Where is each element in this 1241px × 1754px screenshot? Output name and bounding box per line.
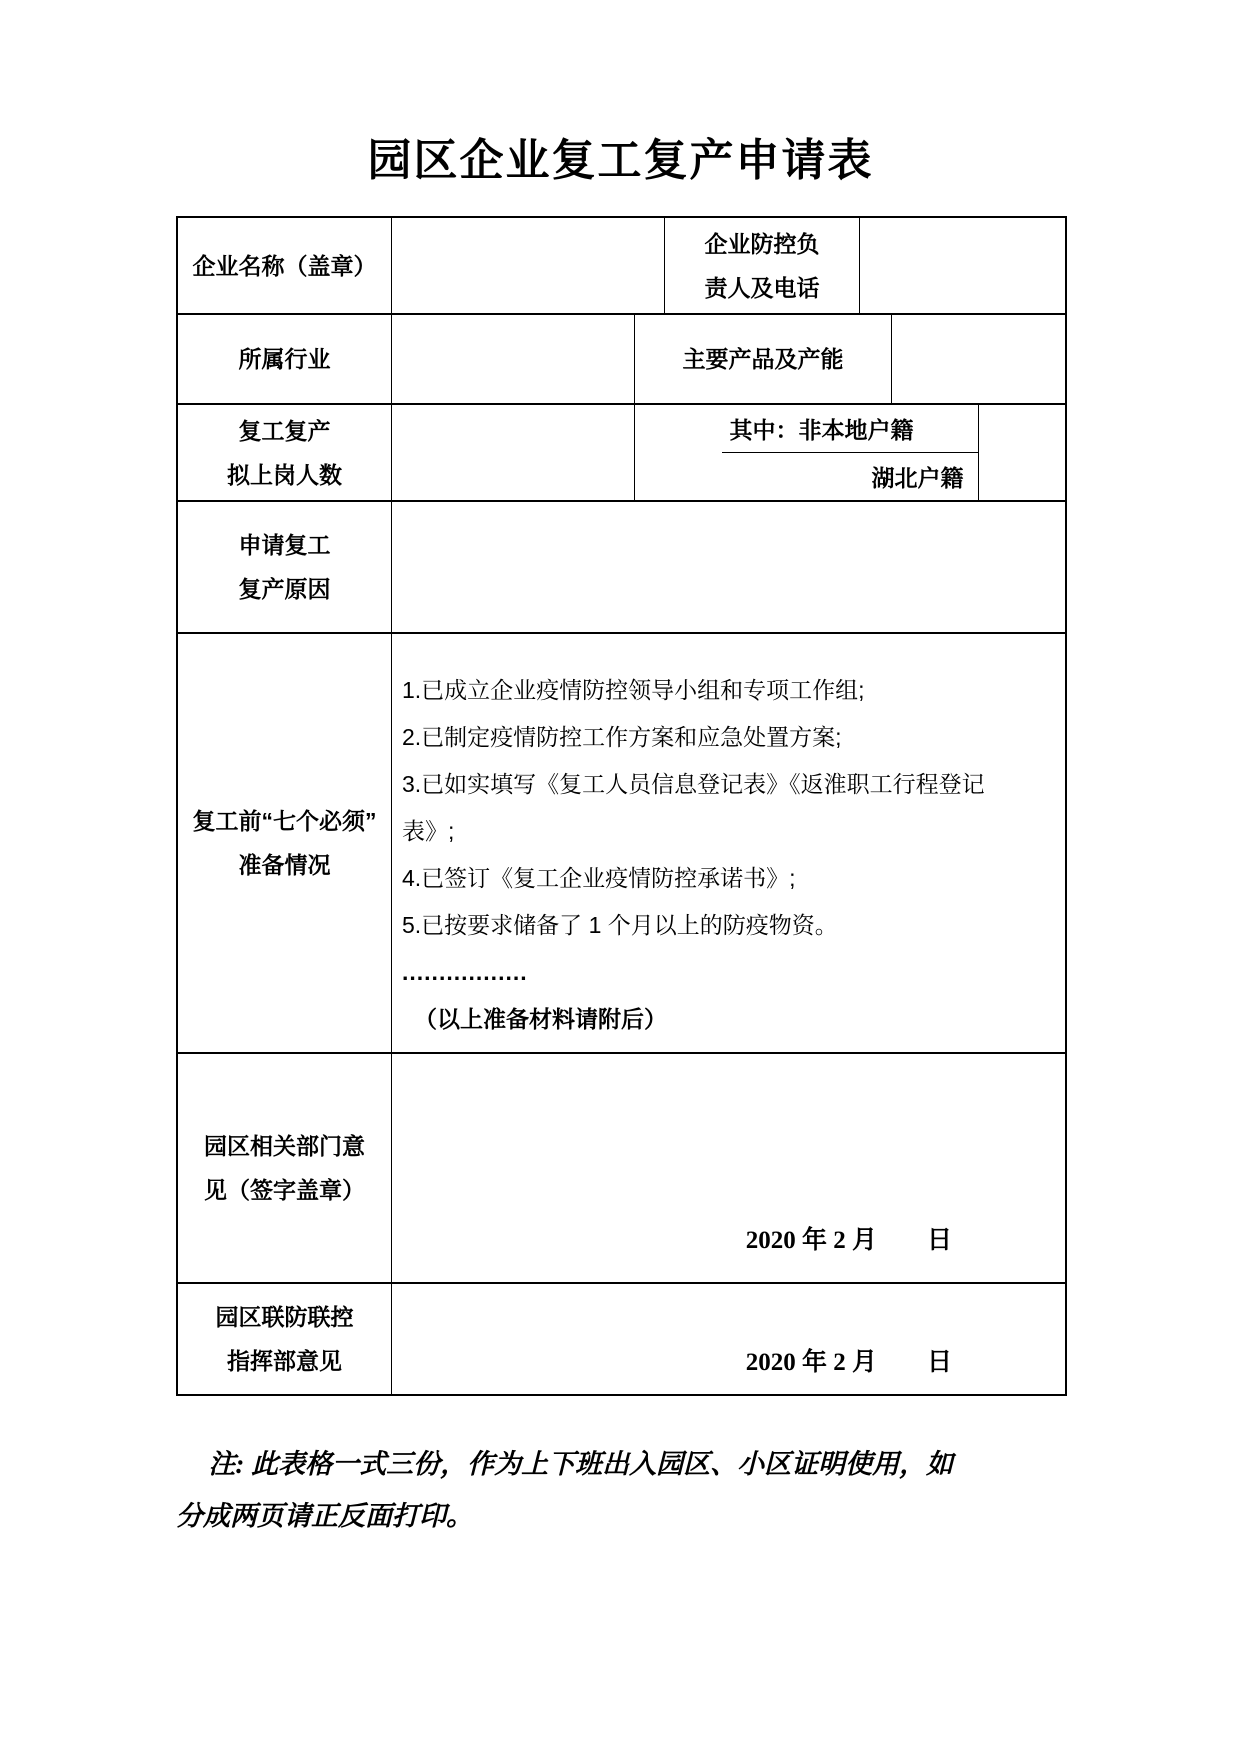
label-line: 复产原因 [238, 576, 331, 602]
label-line: 责人及电话 [704, 274, 820, 301]
checklist-item: 1.已成立企业疫情防控领导小组和专项工作组; [402, 677, 865, 703]
label-line: 见（签字盖章） [204, 1177, 365, 1203]
label-line: 复工前“七个必须” [192, 808, 377, 834]
registration-subtable [635, 405, 1065, 500]
checklist-item: 4.已签订《复工企业疫情防控承诺书》; [402, 865, 796, 891]
department-opinion-value[interactable] [392, 1054, 1065, 1282]
preparation-label [178, 634, 392, 1052]
products-label: 主要产品及产能 [635, 315, 892, 403]
prevention-contact-label [665, 218, 860, 313]
label-line: 拟上岗人数 [227, 461, 342, 488]
label-line: 复工复产 [238, 417, 331, 444]
products-value[interactable] [892, 315, 1065, 403]
footer-note-line: 分成两页请正反面打印。 [176, 1501, 473, 1531]
row-industry [178, 315, 1065, 405]
row-command-opinion [178, 1284, 1065, 1394]
checklist-item: 5.已按要求储备了 1 个月以上的防疫物资。 [402, 912, 838, 938]
label-line: 指挥部意见 [227, 1348, 342, 1374]
checklist-item: 2.已制定疫情防控工作方案和应急处置方案; [402, 724, 842, 750]
label-line: 企业防控负 [704, 230, 820, 257]
label-line: 准备情况 [238, 852, 331, 878]
reason-label [178, 502, 392, 632]
label-line: 园区相关部门意 [204, 1133, 365, 1159]
command-opinion-value[interactable] [392, 1284, 1065, 1394]
prevention-contact-value[interactable] [860, 218, 1065, 313]
ellipsis-line: ................. [402, 959, 528, 985]
label-line: 申请复工 [238, 532, 331, 558]
industry-label: 所属行业 [178, 315, 392, 403]
command-opinion-date: 2020 年 2 月 日 [745, 1349, 952, 1376]
company-name-value[interactable] [392, 218, 665, 313]
industry-value[interactable] [392, 315, 635, 403]
row-staff-count [178, 405, 1065, 502]
footer-note-line: 注: 此表格一式三份，作为上下班出入园区、小区证明使用，如 [208, 1449, 954, 1479]
subrow-nonlocal [722, 405, 979, 453]
row-company-name [178, 218, 1065, 315]
company-name-label: 企业名称（盖章） [178, 218, 392, 313]
row-preparation [178, 634, 1065, 1054]
reason-value[interactable] [392, 502, 1065, 632]
checklist-item: 3.已如实填写《复工人员信息登记表》《返淮职工行程登记表》; [402, 771, 985, 844]
row-department-opinion [178, 1054, 1065, 1284]
footer-note [176, 1438, 976, 1542]
application-form-table [176, 216, 1067, 1396]
department-opinion-label [178, 1054, 392, 1282]
preparation-checklist [392, 634, 1065, 1052]
nonlocal-registration-label: 其中：非本地户籍 [722, 405, 979, 452]
staff-count-label [178, 405, 392, 500]
label-line: 园区联防联控 [215, 1304, 354, 1330]
hubei-registration-label: 湖北户籍 [722, 453, 979, 500]
subrow-hubei [722, 453, 979, 500]
row-reason [178, 502, 1065, 634]
command-opinion-label [178, 1284, 392, 1394]
page-title: 园区企业复工复产申请表 [367, 136, 874, 185]
department-opinion-date: 2020 年 2 月 日 [745, 1227, 952, 1254]
attachment-note: （以上准备材料请附后） [414, 1006, 667, 1032]
staff-count-value[interactable] [392, 405, 635, 500]
